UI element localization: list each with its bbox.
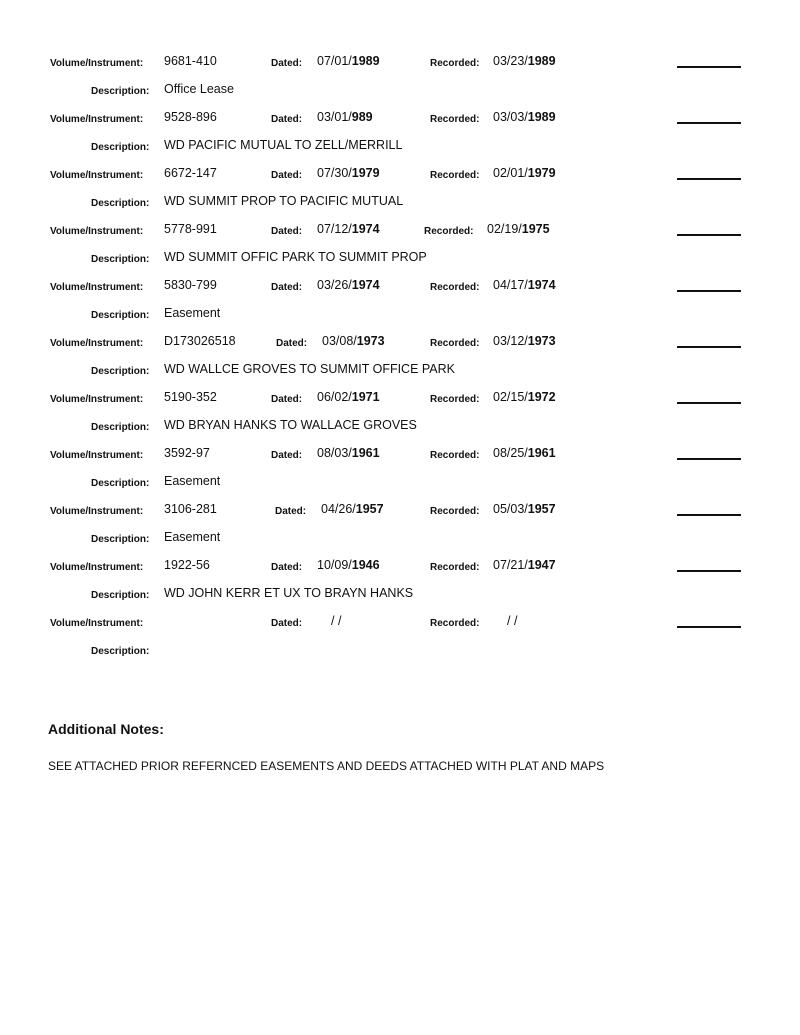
instrument-record bbox=[0, 611, 800, 667]
signature-line bbox=[677, 514, 741, 516]
dated-label: Dated: bbox=[271, 562, 303, 573]
description-label: Description: bbox=[91, 646, 150, 657]
recorded-value: 04/17/1974 bbox=[493, 278, 556, 292]
recorded-value: 02/19/1975 bbox=[487, 222, 550, 236]
recorded-value: / / bbox=[507, 614, 518, 628]
volume-instrument-label: Volume/Instrument: bbox=[50, 506, 144, 517]
recorded-value: 03/23/1989 bbox=[493, 54, 556, 68]
additional-notes-text: SEE ATTACHED PRIOR REFERNCED EASEMENTS AND DEEDS ATTACHED WITH PLAT AND MAPS bbox=[48, 759, 605, 773]
description-value: Easement bbox=[164, 474, 221, 488]
instrument-record bbox=[0, 387, 800, 443]
volume-instrument-label: Volume/Instrument: bbox=[50, 394, 144, 405]
dated-label: Dated: bbox=[276, 338, 308, 349]
description-label: Description: bbox=[91, 310, 150, 321]
signature-line bbox=[677, 626, 741, 628]
description-label: Description: bbox=[91, 422, 150, 433]
dated-value: 07/30/1979 bbox=[317, 166, 380, 180]
description-value: Easement bbox=[164, 530, 221, 544]
recorded-value: 05/03/1957 bbox=[493, 502, 556, 516]
instrument-record bbox=[0, 219, 800, 275]
recorded-label: Recorded: bbox=[430, 114, 480, 125]
signature-line bbox=[677, 402, 741, 404]
description-label: Description: bbox=[91, 366, 150, 377]
recorded-label: Recorded: bbox=[430, 282, 480, 293]
description-value: WD SUMMIT PROP TO PACIFIC MUTUAL bbox=[164, 194, 404, 208]
dated-value: / / bbox=[331, 614, 342, 628]
recorded-label: Recorded: bbox=[430, 562, 480, 573]
instrument-record bbox=[0, 555, 800, 611]
dated-label: Dated: bbox=[271, 450, 303, 461]
instrument-record bbox=[0, 443, 800, 499]
recorded-label: Recorded: bbox=[430, 170, 480, 181]
signature-line bbox=[677, 570, 741, 572]
volume-instrument-label: Volume/Instrument: bbox=[50, 114, 144, 125]
dated-label: Dated: bbox=[271, 58, 303, 69]
instrument-record bbox=[0, 107, 800, 163]
recorded-label: Recorded: bbox=[430, 58, 480, 69]
recorded-value: 03/03/1989 bbox=[493, 110, 556, 124]
description-value: WD JOHN KERR ET UX TO BRAYN HANKS bbox=[164, 586, 414, 600]
recorded-value: 02/15/1972 bbox=[493, 390, 556, 404]
recorded-value: 03/12/1973 bbox=[493, 334, 556, 348]
recorded-label: Recorded: bbox=[430, 338, 480, 349]
recorded-label: Recorded: bbox=[430, 618, 480, 629]
dated-value: 06/02/1971 bbox=[317, 390, 380, 404]
volume-instrument-value: 1922-56 bbox=[164, 558, 210, 572]
dated-value: 08/03/1961 bbox=[317, 446, 380, 460]
volume-instrument-value: 9528-896 bbox=[164, 110, 217, 124]
instrument-record bbox=[0, 163, 800, 219]
volume-instrument-label: Volume/Instrument: bbox=[50, 226, 144, 237]
description-label: Description: bbox=[91, 86, 150, 97]
dated-value: 04/26/1957 bbox=[321, 502, 384, 516]
description-label: Description: bbox=[91, 590, 150, 601]
description-value: Office Lease bbox=[164, 82, 234, 96]
dated-value: 03/01/989 bbox=[317, 110, 373, 124]
signature-line bbox=[677, 458, 741, 460]
dated-label: Dated: bbox=[271, 170, 303, 181]
dated-value: 03/26/1974 bbox=[317, 278, 380, 292]
recorded-label: Recorded: bbox=[424, 226, 474, 237]
dated-label: Dated: bbox=[275, 506, 307, 517]
description-label: Description: bbox=[91, 254, 150, 265]
description-value: Easement bbox=[164, 306, 221, 320]
volume-instrument-label: Volume/Instrument: bbox=[50, 338, 144, 349]
description-value: WD SUMMIT OFFIC PARK TO SUMMIT PROP bbox=[164, 250, 427, 264]
dated-label: Dated: bbox=[271, 226, 303, 237]
description-label: Description: bbox=[91, 198, 150, 209]
recorded-label: Recorded: bbox=[430, 450, 480, 461]
recorded-value: 08/25/1961 bbox=[493, 446, 556, 460]
description-value: WD PACIFIC MUTUAL TO ZELL/MERRILL bbox=[164, 138, 403, 152]
recorded-value: 07/21/1947 bbox=[493, 558, 556, 572]
description-label: Description: bbox=[91, 478, 150, 489]
signature-line bbox=[677, 346, 741, 348]
dated-value: 07/01/1989 bbox=[317, 54, 380, 68]
volume-instrument-value: 3592-97 bbox=[164, 446, 210, 460]
dated-value: 07/12/1974 bbox=[317, 222, 380, 236]
dated-label: Dated: bbox=[271, 618, 303, 629]
dated-label: Dated: bbox=[271, 114, 303, 125]
volume-instrument-value: D173026518 bbox=[164, 334, 236, 348]
description-label: Description: bbox=[91, 534, 150, 545]
volume-instrument-value: 6672-147 bbox=[164, 166, 217, 180]
description-value: WD BRYAN HANKS TO WALLACE GROVES bbox=[164, 418, 417, 432]
volume-instrument-label: Volume/Instrument: bbox=[50, 450, 144, 461]
additional-notes-heading: Additional Notes: bbox=[48, 721, 164, 737]
volume-instrument-value: 3106-281 bbox=[164, 502, 217, 516]
volume-instrument-label: Volume/Instrument: bbox=[50, 58, 144, 69]
signature-line bbox=[677, 234, 741, 236]
volume-instrument-label: Volume/Instrument: bbox=[50, 282, 144, 293]
volume-instrument-label: Volume/Instrument: bbox=[50, 562, 144, 573]
volume-instrument-label: Volume/Instrument: bbox=[50, 170, 144, 181]
instrument-record bbox=[0, 51, 800, 107]
dated-value: 10/09/1946 bbox=[317, 558, 380, 572]
instrument-record bbox=[0, 275, 800, 331]
instrument-record bbox=[0, 331, 800, 387]
volume-instrument-label: Volume/Instrument: bbox=[50, 618, 144, 629]
dated-label: Dated: bbox=[271, 394, 303, 405]
dated-value: 03/08/1973 bbox=[322, 334, 385, 348]
description-value: WD WALLCE GROVES TO SUMMIT OFFICE PARK bbox=[164, 362, 456, 376]
signature-line bbox=[677, 178, 741, 180]
recorded-label: Recorded: bbox=[430, 506, 480, 517]
volume-instrument-value: 5190-352 bbox=[164, 390, 217, 404]
volume-instrument-value: 9681-410 bbox=[164, 54, 217, 68]
recorded-value: 02/01/1979 bbox=[493, 166, 556, 180]
description-label: Description: bbox=[91, 142, 150, 153]
dated-label: Dated: bbox=[271, 282, 303, 293]
signature-line bbox=[677, 290, 741, 292]
instrument-record bbox=[0, 499, 800, 555]
recorded-label: Recorded: bbox=[430, 394, 480, 405]
volume-instrument-value: 5830-799 bbox=[164, 278, 217, 292]
volume-instrument-value: 5778-991 bbox=[164, 222, 217, 236]
signature-line bbox=[677, 66, 741, 68]
signature-line bbox=[677, 122, 741, 124]
